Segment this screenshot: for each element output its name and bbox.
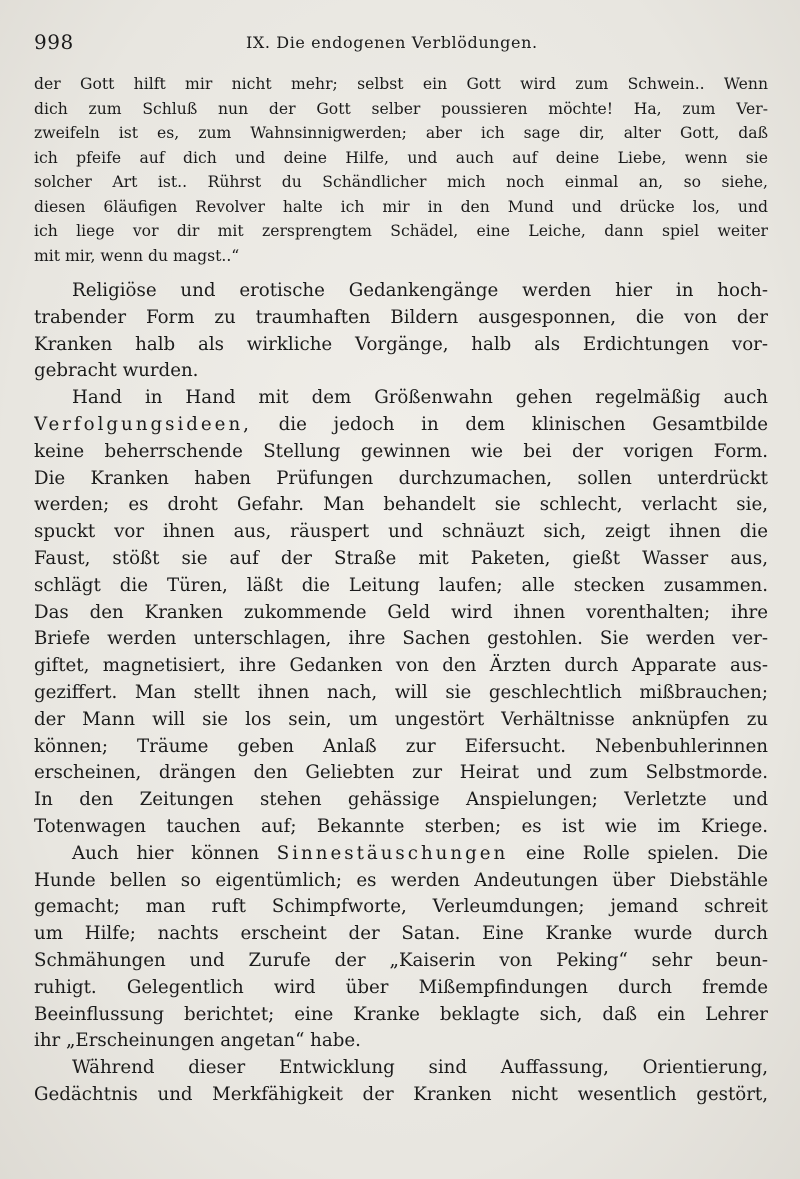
text-line: Kranken halb als wirkliche Vorgänge, halb als Erdichtungen vor- — [34, 333, 768, 355]
text-line: Hand in Hand mit dem Größenwahn gehen regelmäßig auch — [72, 387, 768, 409]
text-line: ich pfeife auf dich und deine Hilfe, und auch auf deine Liebe, wenn sie — [34, 148, 768, 167]
text-line: der Gott hilft mir nicht mehr; selbst ein Gott wird zum Schwein.. Wenn — [34, 75, 768, 93]
text-line — [34, 841, 768, 868]
text-line: ihr „Erscheinungen angetan“ habe. — [34, 1030, 361, 1052]
text-line: ruhigt. Gelegentlich wird über Mißempfindungen durch fremde — [34, 976, 768, 998]
text-line: erscheinen, drängen den Geliebten zur Heirat und zum Selbstmorde. — [34, 762, 768, 784]
page-number: 998 — [34, 30, 74, 54]
text-line: gebracht wurden. — [34, 360, 199, 382]
quote-paragraph — [34, 72, 768, 268]
text-line: Totenwagen tauchen auf; Bekannte sterben; es ist wie im Kriege. — [34, 815, 768, 837]
text-line: keine beherrschende Stellung gewinnen wie bei der vorigen Form. — [34, 440, 768, 462]
spaced-term: Verfolgungsideen, — [34, 413, 252, 435]
text-line: Beeinflussung berichtet; eine Kranke beklagte sich, daß ein Lehrer — [34, 1003, 768, 1025]
text-line: Faust, stößt sie auf der Straße mit Paketen, gießt Wasser aus, — [34, 547, 768, 569]
main-text — [34, 278, 768, 1109]
text-line: dich zum Schluß nun der Gott selber poussieren möchte! Ha, zum Ver- — [34, 99, 768, 118]
text-segment: eine Rolle spielen. Die — [508, 842, 768, 864]
text-line: Schmähungen und Zurufe der „Kaiserin von Peking“ sehr beun- — [34, 949, 768, 971]
spaced-term: Sinnestäuschungen — [276, 842, 509, 864]
text-line: Religiöse und erotische Gedankengänge werden hier in hoch- — [72, 280, 768, 301]
text-line: Das den Kranken zukommende Geld wird ihnen vorenthalten; ihre — [34, 601, 768, 623]
body-text — [34, 72, 768, 1109]
text-segment: Auch hier können — [72, 842, 277, 864]
text-line: In den Zeitungen stehen gehässige Anspielungen; Verletzte und — [34, 789, 768, 811]
paragraph-religious — [34, 278, 768, 385]
paragraph-development — [34, 1055, 768, 1109]
text-line: giftet, magnetisiert, ihre Gedanken von den Ärzten durch Apparate aus- — [34, 655, 768, 677]
text-line: trabender Form zu traumhaften Bildern ausgesponnen, die von der — [34, 306, 768, 328]
text-line: zweifeln ist es, zum Wahnsinnigwerden; aber ich sage dir, alter Gott, daß — [34, 124, 768, 142]
text-line: diesen 6läufigen Revolver halte ich mir in den Mund und drücke los, und — [34, 197, 768, 216]
text-line: der Mann will sie los sein, um ungestört Verhältnisse anknüpfen zu — [34, 708, 768, 730]
text-line: mit mir, wenn du magst..“ — [34, 246, 240, 265]
text-line: Die Kranken haben Prüfungen durchzumachen, sollen unterdrückt — [34, 467, 768, 489]
paragraph-hallucinations — [34, 841, 768, 1055]
text-line: Gedächtnis und Merkfähigkeit der Kranken nicht wesentlich gestört, — [34, 1083, 768, 1105]
text-segment: die jedoch in dem klinischen Gesamtbilde — [251, 413, 768, 435]
text-line — [34, 412, 768, 439]
text-line: Während dieser Entwicklung sind Auffassung, Orientierung, — [72, 1057, 768, 1079]
text-line: Briefe werden unterschlagen, ihre Sachen gestohlen. Sie werden ver- — [34, 628, 768, 650]
text-line: gemacht; man ruft Schimpfworte, Verleumdungen; jemand schreit — [34, 896, 768, 918]
text-line: schlägt die Türen, läßt die Leitung laufen; alle stecken zusammen. — [34, 574, 768, 596]
text-line: geziffert. Man stellt ihnen nach, will sie geschlechtlich mißbrauchen; — [34, 681, 768, 703]
text-line: ich liege vor dir mit zersprengtem Schädel, eine Leiche, dann spiel weiter — [34, 222, 768, 240]
text-line: solcher Art ist.. Rührst du Schändlicher mich noch einmal an, so siehe, — [34, 173, 768, 191]
text-line: Hunde bellen so eigentümlich; es werden Andeutungen über Diebstähle — [34, 869, 768, 891]
text-line: um Hilfe; nachts erscheint der Satan. Eine Kranke wurde durch — [34, 923, 768, 945]
paragraph-persecution — [34, 385, 768, 841]
page-header — [34, 30, 774, 58]
text-line: werden; es droht Gefahr. Man behandelt sie schlecht, verlacht sie, — [34, 494, 768, 516]
quote-block — [34, 72, 768, 268]
running-title: IX. Die endogenen Verblödungen. — [246, 33, 538, 52]
text-line: spuckt vor ihnen aus, räuspert und schnäuzt sich, zeigt ihnen die — [34, 521, 768, 543]
text-line: können; Träume geben Anlaß zur Eifersucht. Nebenbuhlerinnen — [34, 735, 768, 757]
